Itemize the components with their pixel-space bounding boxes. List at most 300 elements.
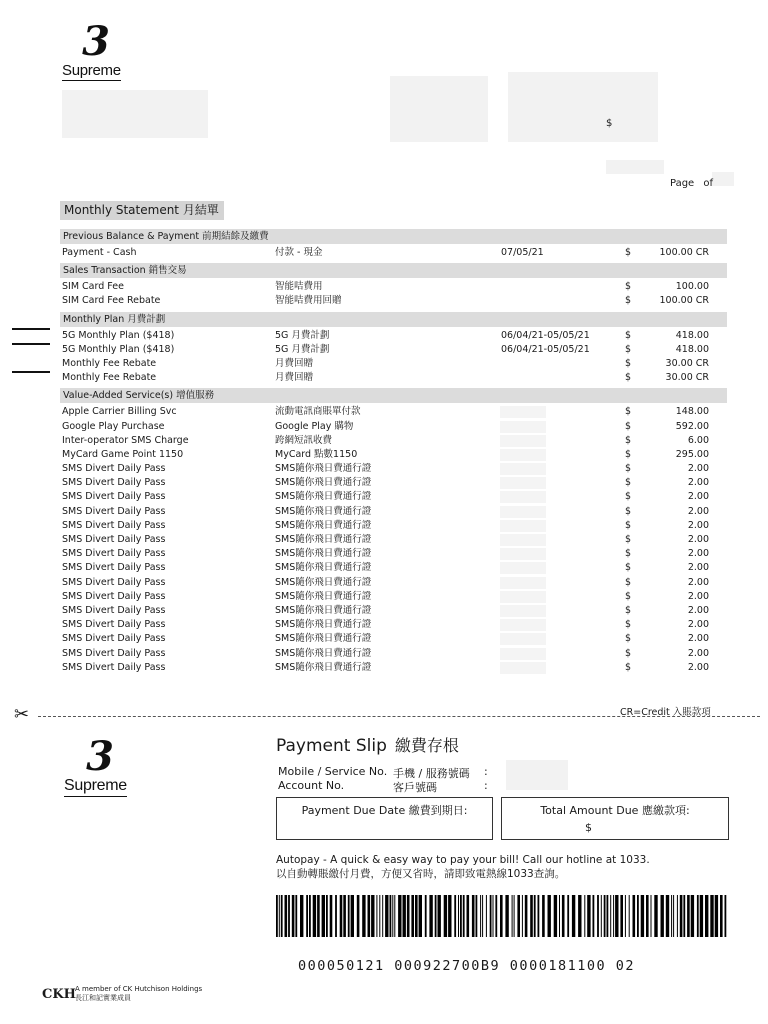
item-description: SMS Divert Daily Pass (62, 576, 166, 588)
item-amount: 2.00 (687, 519, 709, 531)
barcode-bar (559, 895, 560, 937)
barcode-bar (562, 895, 565, 937)
barcode-bar (390, 895, 392, 937)
barcode-bar (357, 895, 360, 937)
logo-name: Supreme (64, 777, 127, 797)
barcode-bar (480, 895, 481, 937)
redacted-date (500, 463, 546, 475)
margin-mark (12, 343, 50, 345)
barcode-bar (671, 895, 672, 937)
autopay-notice (276, 853, 650, 881)
statement-row (60, 533, 727, 547)
statement-row (60, 661, 727, 675)
item-amount: 2.00 (687, 647, 709, 659)
barcode-bar (661, 895, 664, 937)
statement-row (60, 561, 727, 575)
logo-numeral: 3 (82, 18, 110, 65)
statement-row (60, 329, 727, 343)
barcode-bar (348, 895, 350, 937)
item-description: SMS Divert Daily Pass (62, 491, 166, 503)
barcode-bar (673, 895, 674, 937)
barcode-bar (467, 895, 470, 937)
barcode-bar (715, 895, 718, 937)
barcode-bar (620, 895, 623, 937)
payment-barcode (276, 895, 728, 937)
barcode-bar (425, 895, 427, 937)
item-currency: $ (625, 604, 632, 616)
item-description-zh: 月費回贈 (275, 372, 314, 384)
due-date-box (276, 797, 493, 840)
barcode-bar (500, 895, 503, 937)
statement-row (60, 632, 727, 646)
redacted-date (500, 562, 546, 574)
barcode-bar (490, 895, 492, 937)
item-amount: 2.00 (687, 604, 709, 616)
barcode-bar (512, 895, 513, 937)
barcode-bar (530, 895, 533, 937)
item-currency: $ (625, 633, 632, 645)
barcode-bar (444, 895, 447, 937)
barcode-bar (435, 895, 437, 937)
barcode-bar (578, 895, 581, 937)
redacted-date (500, 577, 546, 589)
item-amount: 2.00 (687, 576, 709, 588)
barcode-bar (322, 895, 325, 937)
item-date: 06/04/21-05/05/21 (501, 329, 590, 341)
barcode-bar (385, 895, 388, 937)
barcode-bar (542, 895, 545, 937)
barcode-bar (313, 895, 316, 937)
item-amount: 6.00 (687, 434, 709, 446)
account-colon: : (484, 779, 488, 792)
redacted-date (500, 648, 546, 660)
barcode-bar (415, 895, 418, 937)
item-amount: 2.00 (687, 491, 709, 503)
redacted-date (500, 605, 546, 617)
barcode-bar (610, 895, 611, 937)
item-amount: 2.00 (687, 463, 709, 475)
item-description: 5G Monthly Plan ($418) (62, 343, 175, 355)
barcode-bar (700, 895, 703, 937)
barcode-bar (407, 895, 410, 937)
barcode-bar (411, 895, 414, 937)
barcode-bar (584, 895, 585, 937)
item-amount: 2.00 (687, 477, 709, 489)
item-description-zh: SMS隨你飛日費通行證 (275, 463, 372, 475)
item-description-zh: SMS隨你飛日費通行證 (275, 491, 372, 503)
margin-mark (12, 371, 50, 373)
statement-row (60, 576, 727, 590)
barcode-bar (646, 895, 649, 937)
item-amount: 100.00 (675, 281, 709, 293)
barcode-bar (666, 895, 669, 937)
item-amount: 100.00 CR (659, 295, 709, 307)
barcode-bar (458, 895, 459, 937)
item-description-zh: SMS隨你飛日費通行證 (275, 576, 372, 588)
redacted-date (500, 633, 546, 645)
item-currency: $ (625, 562, 632, 574)
statement-row (60, 647, 727, 661)
barcode-bar (697, 895, 699, 937)
statement-row (60, 547, 727, 561)
item-description: SMS Divert Daily Pass (62, 647, 166, 659)
slip-title-zh: 繳費存根 (394, 736, 459, 755)
item-currency: $ (625, 590, 632, 602)
item-amount: 148.00 (675, 406, 709, 418)
brand-logo (62, 18, 142, 81)
barcode-bar (376, 895, 377, 937)
barcode-bar (309, 895, 311, 937)
scissors-icon: ✂ (14, 704, 30, 725)
item-description: SMS Divert Daily Pass (62, 534, 166, 545)
item-description-zh: 智能咭費用 (275, 281, 323, 293)
item-amount: 418.00 (675, 343, 709, 355)
total-due-label: Total Amount Due 應繳款項: (540, 804, 690, 817)
item-currency: $ (625, 343, 632, 355)
item-description: SMS Divert Daily Pass (62, 477, 166, 489)
barcode-bar (438, 895, 441, 937)
statement-row (60, 519, 727, 533)
item-currency: $ (625, 505, 632, 517)
redacted-date (500, 548, 546, 560)
statement-row (60, 448, 727, 462)
barcode-bar (625, 895, 626, 937)
redacted-page-number (712, 172, 734, 186)
header-currency: $ (606, 118, 613, 129)
statement-row (60, 604, 727, 618)
barcode-bar (615, 895, 618, 937)
item-date: 06/04/21-05/05/21 (501, 343, 590, 355)
autopay-line-en: Autopay - A quick & easy way to pay your bill! Call our hotline at 1033. (276, 854, 650, 866)
redacted-address-block (62, 90, 208, 138)
item-description-zh: 5G 月費計劃 (275, 343, 330, 355)
barcode-bar (637, 895, 639, 937)
item-description: SIM Card Fee (62, 281, 124, 293)
item-amount: 295.00 (675, 448, 709, 460)
redacted-date (500, 662, 546, 674)
item-currency: $ (625, 491, 632, 503)
margin-mark (12, 328, 50, 330)
item-currency: $ (625, 534, 632, 545)
item-description-zh: SMS隨你飛日費通行證 (275, 633, 372, 645)
item-description: Inter-operator SMS Charge (62, 434, 189, 446)
barcode-bar (587, 895, 590, 937)
barcode-bar (394, 895, 395, 937)
barcode-bar (281, 895, 283, 937)
statement-row (60, 505, 727, 519)
statement-row (60, 405, 727, 419)
item-description: Apple Carrier Billing Svc (62, 406, 177, 418)
item-description: SMS Divert Daily Pass (62, 633, 166, 645)
barcode-number: 000050121 000922700B9 0000181100 02 (298, 958, 635, 974)
barcode-bar (317, 895, 320, 937)
item-currency: $ (625, 406, 632, 418)
barcode-bar (362, 895, 365, 937)
item-description: SMS Divert Daily Pass (62, 519, 166, 531)
item-description-zh: SMS隨你飛日費通行證 (275, 590, 372, 602)
page-indicator: Page of (670, 178, 714, 189)
ck-line-en: A member of CK Hutchison Holdings (75, 985, 203, 993)
barcode-bar (654, 895, 657, 937)
mobile-label-zh: 手機 / 服務號碼 (393, 767, 470, 780)
barcode-bar (651, 895, 652, 937)
redacted-date-block (606, 160, 664, 174)
item-description-zh: SMS隨你飛日費通行證 (275, 505, 372, 517)
item-amount: 2.00 (687, 661, 709, 673)
barcode-bar (633, 895, 636, 937)
slip-brand-logo (64, 733, 144, 797)
barcode-bar (454, 895, 456, 937)
barcode-bar (476, 895, 478, 937)
barcode-bar (495, 895, 497, 937)
item-date: 07/05/21 (501, 247, 544, 258)
statement-row (60, 420, 727, 434)
barcode-bar (514, 895, 515, 937)
item-amount: 592.00 (675, 420, 709, 432)
barcode-bar (351, 895, 354, 937)
barcode-bar (683, 895, 685, 937)
account-label-zh: 客戶號碼 (393, 781, 437, 794)
item-description: Payment - Cash (62, 247, 137, 258)
statement-row (60, 476, 727, 490)
barcode-bar (340, 895, 343, 937)
redacted-account-number (506, 760, 568, 790)
item-description-zh: SMS隨你飛日費通行證 (275, 534, 372, 545)
item-description: SMS Divert Daily Pass (62, 619, 166, 631)
item-description: SIM Card Fee Rebate (62, 295, 161, 307)
barcode-bar (279, 895, 280, 937)
item-description-zh: SMS隨你飛日費通行證 (275, 619, 372, 631)
barcode-bar (604, 895, 606, 937)
barcode-bar (306, 895, 308, 937)
barcode-bar (720, 895, 723, 937)
item-description-zh: 月費回贈 (275, 357, 314, 369)
barcode-bar (448, 895, 451, 937)
statement-title: Monthly Statement 月結單 (60, 201, 224, 220)
barcode-bar (463, 895, 465, 937)
item-description: SMS Divert Daily Pass (62, 463, 166, 475)
section-header: Sales Transaction 銷售交易 (60, 263, 727, 278)
item-amount: 2.00 (687, 534, 709, 545)
statement-row (60, 434, 727, 448)
redacted-date (500, 506, 546, 518)
barcode-bar (382, 895, 383, 937)
logo-name: Supreme (62, 62, 121, 79)
statement-row (60, 490, 727, 504)
barcode-bar (517, 895, 520, 937)
barcode-bar (326, 895, 328, 937)
due-date-label: Payment Due Date 繳費到期日: (301, 804, 468, 817)
mobile-colon: : (484, 765, 488, 778)
barcode-bar (292, 895, 295, 937)
item-amount: 418.00 (675, 329, 709, 341)
barcode-bar (572, 895, 575, 937)
barcode-bar (343, 895, 346, 937)
statement-row (60, 462, 727, 476)
barcode-bar (371, 895, 374, 937)
mobile-label: Mobile / Service No. (278, 765, 388, 778)
section-header: Monthly Plan 月費計劃 (60, 312, 727, 327)
barcode-bar (607, 895, 609, 937)
item-amount: 2.00 (687, 548, 709, 560)
item-description: SMS Divert Daily Pass (62, 661, 166, 673)
item-description-zh: 付款 - 現金 (275, 247, 323, 258)
barcode-bar (601, 895, 602, 937)
item-currency: $ (625, 548, 632, 560)
barcode-bar (613, 895, 614, 937)
section-header: Previous Balance & Payment 前期結餘及繳費 (60, 229, 727, 244)
redacted-date (500, 534, 546, 546)
barcode-bar (687, 895, 690, 937)
barcode-bar (725, 895, 727, 937)
barcode-bar (285, 895, 288, 937)
barcode-bar (710, 895, 713, 937)
item-currency: $ (625, 477, 632, 489)
redacted-date (500, 491, 546, 503)
item-description: SMS Divert Daily Pass (62, 562, 166, 574)
cut-line (38, 716, 760, 717)
item-description: SMS Divert Daily Pass (62, 590, 166, 602)
barcode-bar (398, 895, 401, 937)
item-description: Monthly Fee Rebate (62, 372, 157, 384)
item-description: 5G Monthly Plan ($418) (62, 329, 175, 341)
barcode-bar (392, 895, 393, 937)
item-currency: $ (625, 247, 632, 258)
slip-title (276, 733, 459, 756)
barcode-bar (534, 895, 536, 937)
barcode-bar (493, 895, 494, 937)
item-amount: 30.00 CR (665, 357, 709, 369)
total-due-box (501, 797, 729, 840)
barcode-bar (288, 895, 290, 937)
credit-note: CR=Credit 入賬款項 (620, 707, 711, 718)
item-currency: $ (625, 329, 632, 341)
ck-text (75, 985, 202, 1003)
redacted-info-block (508, 72, 658, 142)
barcode-bar (597, 895, 599, 937)
item-currency: $ (625, 372, 632, 384)
barcode-bar (705, 895, 708, 937)
statement-table (60, 229, 727, 675)
barcode-bar (379, 895, 380, 937)
item-amount: 100.00 CR (659, 247, 709, 258)
barcode-bar (505, 895, 508, 937)
barcode-bar (554, 895, 557, 937)
item-description: MyCard Game Point 1150 (62, 448, 184, 460)
item-description: Monthly Fee Rebate (62, 357, 157, 369)
item-amount: 2.00 (687, 562, 709, 574)
barcode-bar (482, 895, 483, 937)
autopay-line-zh: 以自動轉賬繳付月費，方便又省時，請即致電熱線1033查詢。 (276, 868, 566, 880)
barcode-bar (677, 895, 678, 937)
redacted-date (500, 421, 546, 433)
barcode-bar (525, 895, 528, 937)
item-description: SMS Divert Daily Pass (62, 604, 166, 616)
item-description-zh: Google Play 購物 (275, 420, 354, 432)
statement-row (60, 618, 727, 632)
redacted-date (500, 520, 546, 532)
redacted-date (500, 406, 546, 418)
ck-line-zh: 長江和記實業成員 (75, 994, 131, 1002)
redacted-date (500, 435, 546, 447)
redacted-date (500, 449, 546, 461)
total-due-currency: $ (585, 821, 592, 834)
item-description-zh: SMS隨你飛日費通行證 (275, 562, 372, 574)
barcode-bar (429, 895, 432, 937)
barcode-bar (295, 895, 297, 937)
statement-row (60, 371, 727, 385)
item-description-zh: 智能咭費用回贈 (275, 295, 342, 307)
item-amount: 2.00 (687, 590, 709, 602)
barcode-bar (335, 895, 337, 937)
barcode-bar (472, 895, 475, 937)
item-description-zh: SMS隨你飛日費通行證 (275, 519, 372, 531)
item-description-zh: SMS隨你飛日費通行證 (275, 548, 372, 560)
barcode-bar (300, 895, 303, 937)
barcode-bar (629, 895, 630, 937)
redacted-info-block (390, 76, 488, 142)
item-description-zh: 流動電訊商賬單付款 (275, 406, 361, 418)
account-label: Account No. (278, 779, 345, 792)
item-amount: 2.00 (687, 633, 709, 645)
statement-row (60, 590, 727, 604)
item-currency: $ (625, 281, 632, 293)
section-header: Value-Added Service(s) 增值服務 (60, 388, 727, 403)
item-description-zh: 跨網短訊收費 (275, 434, 333, 446)
item-currency: $ (625, 661, 632, 673)
barcode-bar (486, 895, 487, 937)
barcode-bar (680, 895, 683, 937)
barcode-bar (691, 895, 694, 937)
barcode-bar (276, 895, 278, 937)
slip-title-en: Payment Slip (276, 736, 387, 756)
item-description: SMS Divert Daily Pass (62, 505, 166, 517)
redacted-date (500, 619, 546, 631)
statement-row (60, 294, 727, 308)
barcode-bar (368, 895, 371, 937)
item-currency: $ (625, 576, 632, 588)
ck-logo-icon: CKH (42, 987, 76, 1002)
barcode-bar (538, 895, 540, 937)
item-amount: 2.00 (687, 619, 709, 631)
statement-row (60, 357, 727, 371)
barcode-bar (593, 895, 595, 937)
item-currency: $ (625, 619, 632, 631)
item-currency: $ (625, 295, 632, 307)
item-description-zh: SMS隨你飛日費通行證 (275, 647, 372, 659)
barcode-bar (330, 895, 333, 937)
barcode-bar (419, 895, 422, 937)
barcode-bar (548, 895, 551, 937)
redacted-date (500, 591, 546, 603)
item-currency: $ (625, 463, 632, 475)
barcode-bar (567, 895, 569, 937)
barcode-bar (522, 895, 523, 937)
redacted-date (500, 477, 546, 489)
item-currency: $ (625, 647, 632, 659)
item-currency: $ (625, 434, 632, 446)
item-amount: 2.00 (687, 505, 709, 517)
barcode-bar (460, 895, 462, 937)
statement-row (60, 343, 727, 357)
item-currency: $ (625, 420, 632, 432)
item-currency: $ (625, 357, 632, 369)
item-description-zh: 5G 月費計劃 (275, 329, 330, 341)
item-description: SMS Divert Daily Pass (62, 548, 166, 560)
statement-row (60, 280, 727, 294)
item-description-zh: MyCard 點數1150 (275, 448, 358, 460)
item-description: Google Play Purchase (62, 420, 165, 432)
